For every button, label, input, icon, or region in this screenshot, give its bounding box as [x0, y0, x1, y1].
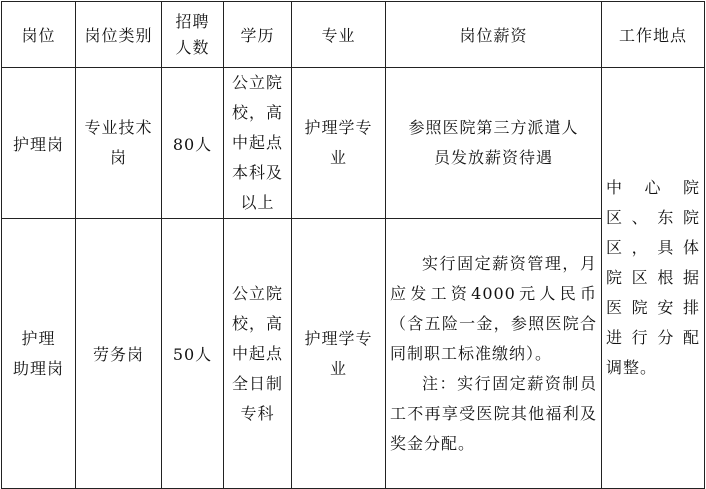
header-recruit-count [162, 2, 224, 68]
header-recruit-line1: 招聘 [175, 11, 210, 31]
row1-count: 80人 [162, 68, 224, 219]
location-line-6: 进行分配 [606, 328, 700, 347]
row2-education [224, 219, 292, 489]
header-category: 岗位类别 [76, 2, 162, 68]
row1-category [76, 68, 162, 219]
recruitment-table [1, 1, 705, 489]
row2-category: 劳务岗 [76, 219, 162, 489]
row2-position [2, 219, 76, 489]
location-line-4: 院区根据 [606, 268, 700, 287]
header-row [2, 2, 705, 68]
row2-position-line1: 护理 [21, 328, 56, 348]
row2-position-line2: 助理岗 [12, 358, 64, 378]
row2-major [292, 219, 386, 489]
row1-education-text: 公立院校，高中起点本科及以上 [231, 73, 283, 212]
location-line-5: 医院安排 [606, 298, 700, 317]
header-location: 工作地点 [602, 2, 705, 68]
location-line-1: 中 心 院 [606, 178, 700, 197]
row1-position: 护理岗 [2, 68, 76, 219]
row1-category-text: 专业技术岗 [84, 118, 153, 167]
row2-education-text: 公立院校，高中起点全日制专科 [231, 283, 283, 423]
table-row [2, 219, 705, 489]
header-salary: 岗位薪资 [386, 2, 602, 68]
header-major: 专业 [292, 2, 386, 68]
row2-salary-para2: 注：实行固定薪资制员工不再享受医院其他福利及奖金分配。 [390, 373, 597, 453]
row1-major-text: 护理学专业 [304, 118, 373, 167]
location-line-7: 调整。 [606, 358, 658, 377]
row2-count: 50人 [162, 219, 224, 489]
row2-salary [386, 219, 602, 489]
table-row [2, 68, 705, 219]
row1-education [224, 68, 292, 219]
header-position: 岗位 [2, 2, 76, 68]
location-line-2: 区、东院 [606, 208, 700, 227]
location-cell [602, 68, 705, 489]
row2-major-text: 护理学专业 [304, 328, 373, 378]
row1-salary-text: 参照医院第三方派遣人员发放薪资待遇 [408, 118, 579, 167]
location-line-3: 区，具体 [606, 238, 700, 257]
row1-salary [386, 68, 602, 219]
row1-major [292, 68, 386, 219]
header-recruit-line2: 人数 [175, 37, 210, 57]
row2-salary-para1: 实行固定薪资管理，月应发工资4000元人民币（含五险一金，参照医院合同制职工标准缴纳）。 [390, 253, 597, 363]
header-education: 学历 [224, 2, 292, 68]
